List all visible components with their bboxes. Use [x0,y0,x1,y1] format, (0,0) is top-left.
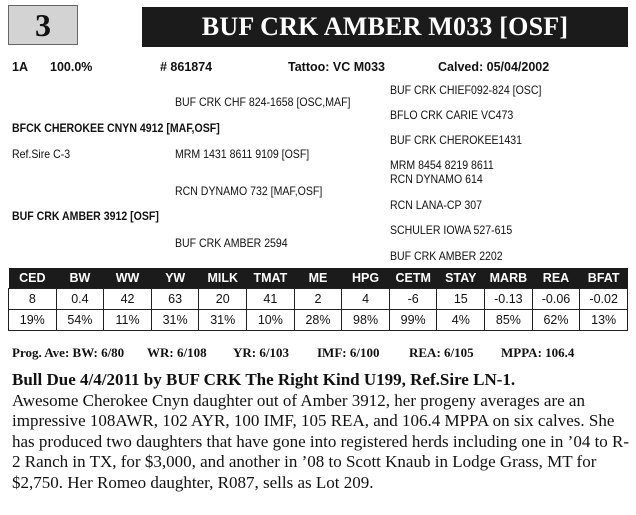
epd-percentile: 85% [485,310,533,331]
epd-header-row [9,268,628,289]
reg-number: # 861874 [160,60,213,74]
epd-header: STAY [437,268,485,289]
epd-value: 2 [294,289,342,310]
epd-percentile: 99% [389,310,437,331]
progeny-imf: IMF: 6/100 [317,345,380,360]
pedigree-sdd: MRM 8454 8219 8611 [390,158,494,172]
epd-percentile: 10% [247,310,295,331]
epd-header: HPG [342,268,390,289]
epd-value: 41 [247,289,295,310]
reg-code: 1A [12,60,28,74]
epd-value: -0.06 [532,289,580,310]
description-body: Awesome Cherokee Cnyn daughter out of Amber 3912, her progeny averages are an impressive 108AWR, 102 AYR, 100 IMF, 105 REA, and 106.4 MPPA on six calves. She has produced two daughters that have gone into registered herds including one in ’04 to R-2 Ranch in TX, for $3,000, and another in ’08 to Scott Knaub in Lodge Grass, MT for $2,750. Her Romeo daughter, R087, sells as Lot 209. [12,390,630,492]
pedigree-ss: BUF CRK CHF 824-1658 [OSC,MAF] [175,95,351,109]
pedigree-ds: RCN DYNAMO 732 [MAF,OSF] [175,184,323,198]
animal-name: BUF CRK AMBER M033 [OSF] [142,7,628,47]
pedigree-dam: BUF CRK AMBER 3912 [OSF] [12,209,159,223]
epd-percentile: 31% [199,310,247,331]
epd-header: MARB [485,268,533,289]
epd-header: ME [294,268,342,289]
pedigree-dsd: RCN LANA-CP 307 [390,198,482,212]
epd-value: -0.02 [580,289,628,310]
epd-value: -6 [389,289,437,310]
progeny-yr: YR: 6/103 [233,345,289,360]
calved-date: Calved: 05/04/2002 [438,60,550,74]
epd-header: CED [9,268,57,289]
lot-description [12,370,632,493]
epd-value-row [9,289,628,310]
pedigree-sire: BFCK CHEROKEE CNYN 4912 [MAF,OSF] [12,121,220,135]
tattoo: Tattoo: VC M033 [288,60,385,74]
progeny-mppa: MPPA: 106.4 [501,345,575,360]
epd-percentile: 98% [342,310,390,331]
epd-percentile: 11% [104,310,152,331]
pedigree-dd: BUF CRK AMBER 2594 [175,236,288,250]
epd-value: 63 [151,289,199,310]
epd-value: -0.13 [485,289,533,310]
epd-value: 42 [104,289,152,310]
epd-header: BW [56,268,104,289]
progeny-wr: WR: 6/108 [147,345,207,360]
progeny-bw: Prog. Ave: BW: 6/80 [12,345,125,360]
epd-percentile-row [9,310,628,331]
reg-percent: 100.0% [50,60,93,74]
pedigree-refsire: Ref.Sire C-3 [12,147,71,161]
epd-header: YW [151,268,199,289]
epd-value: 0.4 [56,289,104,310]
lot-number: 3 [8,5,78,45]
pedigree-dss: RCN DYNAMO 614 [390,172,483,186]
epd-table [8,268,628,331]
epd-percentile: 13% [580,310,628,331]
epd-percentile: 4% [437,310,485,331]
epd-header: REA [532,268,580,289]
epd-percentile: 31% [151,310,199,331]
epd-header: BFAT [580,268,628,289]
pedigree-dds: SCHULER IOWA 527-615 [390,223,513,237]
epd-header: WW [104,268,152,289]
pedigree-sss: BUF CRK CHIEF092-824 [OSC] [390,83,542,97]
epd-value: 8 [9,289,57,310]
epd-percentile: 19% [9,310,57,331]
progeny-averages [12,345,574,361]
epd-percentile: 54% [56,310,104,331]
epd-value: 20 [199,289,247,310]
epd-percentile: 28% [294,310,342,331]
pedigree-ssd: BFLO CRK CARIE VC473 [390,108,514,122]
pedigree-sds: BUF CRK CHEROKEE1431 [390,133,523,147]
pedigree-ddd: BUF CRK AMBER 2202 [390,249,503,263]
epd-header: CETM [389,268,437,289]
epd-header: MILK [199,268,247,289]
epd-percentile: 62% [532,310,580,331]
epd-value: 4 [342,289,390,310]
pedigree-sd: MRM 1431 8611 9109 [OSF] [175,147,310,161]
epd-header: TMAT [247,268,295,289]
description-lead: Bull Due 4/4/2011 by BUF CRK The Right Kind U199, Ref.Sire LN-1. [12,370,516,389]
epd-value: 15 [437,289,485,310]
progeny-rea: REA: 6/105 [409,345,474,360]
